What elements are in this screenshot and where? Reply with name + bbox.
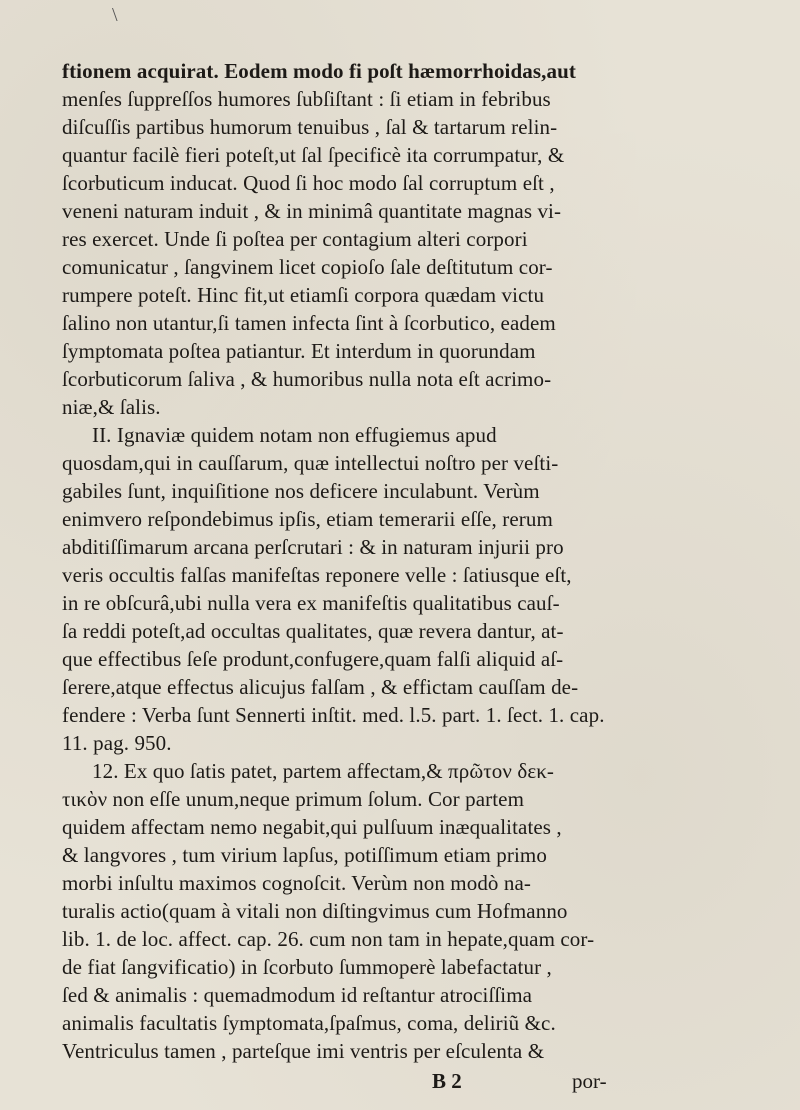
text-line-28: quidem affectam nemo negabit,qui pulſuum inæqualitates , <box>62 815 562 839</box>
text-line-8: comunicatur , ſangvinem licet copioſo ſale deſtitutum cor- <box>62 255 553 279</box>
text-line-32: lib. 1. de loc. affect. cap. 26. cum non tam in hepate,quam cor- <box>62 927 595 951</box>
text-line-17: enimvero reſpondebimus ipſis, etiam temerarii eſſe, rerum <box>62 507 553 531</box>
text-line-9: rumpere poteſt. Hinc fit,ut etiamſi corpora quædam victu <box>62 283 545 307</box>
text-line-16: gabiles ſunt, inquiſitione nos deficere inculabunt. Verùm <box>62 479 540 503</box>
text-line-34: ſed & animalis : quemadmodum id reſtantur atrociſſima <box>62 983 533 1007</box>
text-line-11: ſymptomata poſtea patiantur. Et interdum in quorundam <box>62 339 536 363</box>
text-line-27: τικὸν non eſſe unum,neque primum ſolum. Cor partem <box>62 787 525 811</box>
text-line-13: niæ,& ſalis. <box>62 395 161 419</box>
text-line-14: II. Ignaviæ quidem notam non effugiemus apud <box>92 423 497 447</box>
text-line-25: 11. pag. 950. <box>62 731 172 755</box>
text-line-31: turalis actio(quam à vitali non diſtingvimus cum Hofmanno <box>62 899 568 923</box>
text-line-7: res exercet. Unde ſi poſtea per contagium alteri corpori <box>62 227 528 251</box>
text-line-21: ſa reddi poteſt,ad occultas qualitates, quæ revera dantur, at- <box>62 619 564 643</box>
text-line-26: 12. Ex quo ſatis patet, partem affectam,& πρῶτον δεκ- <box>92 759 555 783</box>
text-line-12: ſcorbuticorum ſaliva , & humoribus nulla nota eſt acrimo- <box>62 367 552 391</box>
text-line-4: quantur facilè fieri poteſt,ut ſal ſpecificè ita corrumpatur, & <box>62 143 565 167</box>
text-line-35: animalis facultatis ſymptomata,ſpaſmus, coma, deliriũ &c. <box>62 1011 556 1035</box>
text-line-36: Ventriculus tamen , parteſque imi ventris per eſculenta & <box>62 1039 545 1063</box>
text-line-29: & langvores , tum virium lapſus, potiſſimum etiam primo <box>62 843 547 867</box>
text-line-33: de fiat ſangvificatio) in ſcorbuto ſummoperè labefactatur , <box>62 955 552 979</box>
text-line-18: abditiſſimarum arcana perſcrutari : & in naturam injurii pro <box>62 535 564 559</box>
text-line-15: quosdam,qui in cauſſarum, quæ intellectui noſtro per veſti- <box>62 451 559 475</box>
text-line-2: menſes ſuppreſſos humores ſubſiſtant : ſi etiam in febribus <box>62 87 551 111</box>
text-line-3: diſcuſſis partibus humorum tenuibus , ſal & tartarum relin- <box>62 115 558 139</box>
page-mark: \ <box>112 4 118 26</box>
text-line-24: fendere : Verba ſunt Sennerti inſtit. med. l.5. part. 1. ſect. 1. cap. <box>62 703 605 727</box>
text-line-22: que effectibus ſeſe produnt,confugere,quam falſi aliquid aſ- <box>62 647 564 671</box>
text-line-1: ftionem acquirat. Eodem modo fi poſt hæmorrhoidas,aut <box>62 59 576 83</box>
text-line-23: ſerere,atque effectus alicujus falſam , & effictam cauſſam de- <box>62 675 579 699</box>
text-line-10: ſalino non utantur,ſi tamen infecta ſint à ſcorbutico, eadem <box>62 311 556 335</box>
text-line-30: morbi inſultu maximos cognoſcit. Verùm non modò na- <box>62 871 531 895</box>
catchword: por- <box>572 1069 607 1093</box>
signature-mark: B 2 <box>432 1069 462 1093</box>
text-line-19: veris occultis falſas manifeſtas reponere velle : ſatiusque eſt, <box>62 563 572 587</box>
text-line-5: ſcorbuticum inducat. Quod ſi hoc modo ſal corruptum eſt , <box>62 171 555 195</box>
text-line-20: in re obſcurâ,ubi nulla vera ex manifeſtis qualitatibus cauſ- <box>62 591 560 615</box>
text-line-6: veneni naturam induit , & in minimâ quantitate magnas vi- <box>62 199 562 223</box>
